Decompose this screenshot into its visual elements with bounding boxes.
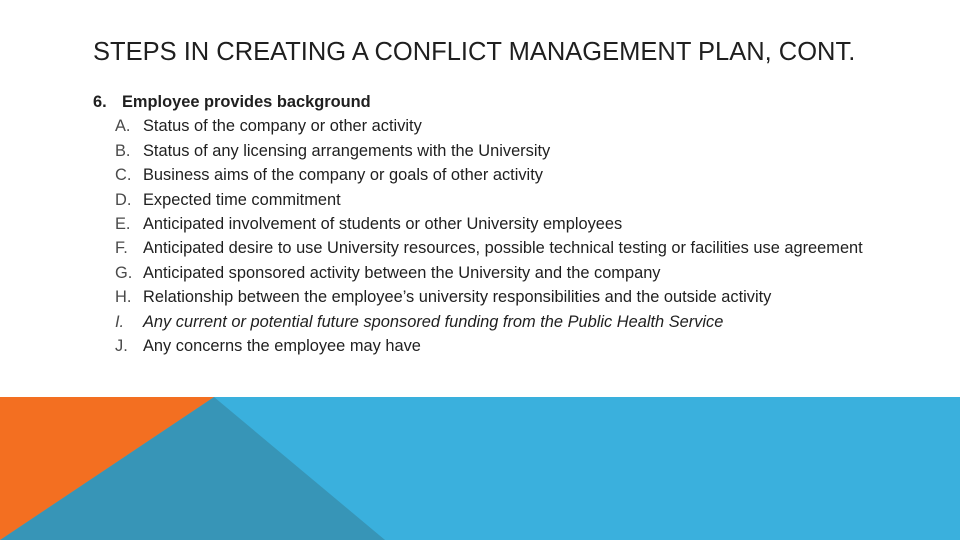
decorative-banner: [0, 397, 960, 540]
item-letter: I.: [115, 312, 125, 331]
item-text: Anticipated desire to use University resources, possible technical testing or facilities use agreement: [143, 239, 863, 258]
list-item: [93, 188, 873, 212]
step-heading: [93, 90, 873, 114]
item-letter: D.: [115, 190, 132, 209]
item-letter: A.: [115, 117, 131, 136]
item-text: Status of the company or other activity: [143, 117, 422, 136]
step-number: 6.: [93, 93, 107, 111]
item-text: Anticipated involvement of students or other University employees: [143, 215, 623, 234]
item-letter: C.: [115, 166, 132, 185]
list-item: [93, 334, 873, 358]
item-letter: H.: [115, 288, 132, 307]
list-item: [93, 163, 873, 187]
content-body: [93, 90, 873, 358]
item-text: Any current or potential future sponsored funding from the Public Health Service: [143, 312, 724, 331]
item-text: Business aims of the company or goals of other activity: [143, 166, 543, 185]
list-item: [93, 236, 873, 260]
list-item: [93, 310, 873, 334]
slide-title: STEPS IN CREATING A CONFLICT MANAGEMENT PLAN, CONT.: [93, 38, 856, 66]
item-text: Anticipated sponsored activity between the University and the company: [143, 263, 661, 282]
item-letter: B.: [115, 141, 131, 160]
step-label: Employee provides background: [122, 93, 371, 111]
item-text: Any concerns the employee may have: [143, 337, 421, 356]
item-letter: G.: [115, 263, 133, 282]
item-letter: E.: [115, 215, 131, 234]
list-item: [93, 261, 873, 285]
item-letter: J.: [115, 337, 128, 356]
item-text: Expected time commitment: [143, 190, 341, 209]
item-letter: F.: [115, 239, 128, 258]
item-text: Relationship between the employee’s university responsibilities and the outside activity: [143, 288, 772, 307]
list-item: [93, 212, 873, 236]
list-item: [93, 114, 873, 138]
item-text: Status of any licensing arrangements with the University: [143, 141, 551, 160]
list-item: [93, 285, 873, 309]
list-item: [93, 139, 873, 163]
